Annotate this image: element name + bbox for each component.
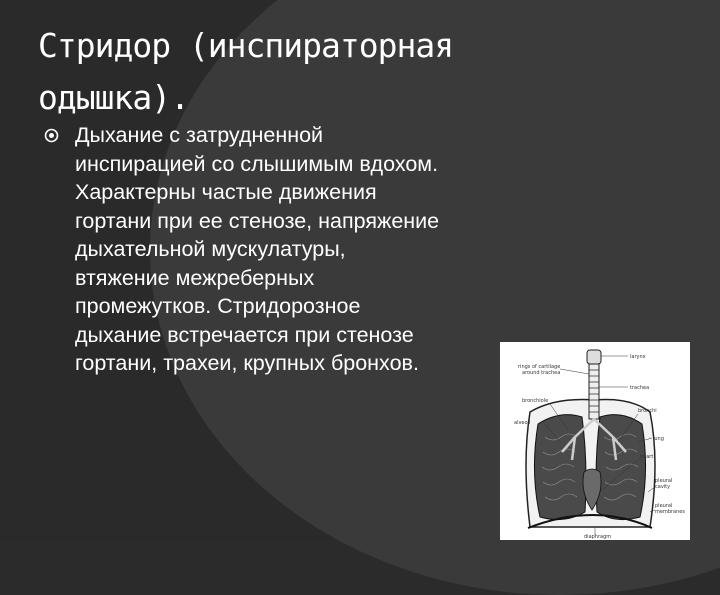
bullet-line: промежутков. Стридорозное — [75, 294, 361, 318]
title-line-2: одышка). — [38, 78, 189, 117]
slide-title — [38, 20, 678, 124]
circled-dot-bullet-icon — [44, 128, 59, 147]
label-pleural-membranes: pleural — [655, 503, 673, 509]
label-heart: heart — [640, 454, 654, 460]
bullet-line: гортани, трахеи, крупных бронхов. — [75, 351, 419, 375]
label-pleural-cavity-2: cavity — [655, 484, 671, 490]
bullet-line: Характерны частые движения — [75, 180, 377, 204]
label-rings-2: around trachea — [522, 370, 561, 376]
label-lung: lung — [653, 436, 664, 442]
bullet-line: Дыхание с затрудненной — [75, 123, 324, 147]
right-lung — [596, 415, 646, 520]
label-larynx: larynx — [630, 354, 646, 360]
label-rings: rings of cartilage — [518, 364, 561, 370]
title-line-1: Стридор (инспираторная — [38, 26, 454, 65]
bullet-line: дыхательной мускулатуры, — [75, 237, 346, 261]
label-pleural-cavity: pleural — [655, 478, 673, 484]
respiratory-system-diagram — [500, 342, 690, 540]
bullet-line: инспирацией со слышимым вдохом. — [75, 151, 439, 176]
label-diaphragm: diaphragm — [584, 534, 612, 540]
label-alveoli: alveoli — [514, 420, 531, 426]
label-bronchi: bronchi — [638, 408, 657, 414]
trachea — [589, 364, 599, 419]
bullet-line: втяжение межреберных — [75, 265, 315, 290]
bullet-line: гортани при ее стенозе, напряжение — [75, 208, 440, 233]
label-trachea: trachea — [630, 385, 650, 391]
label-bronchiole: bronchiole — [522, 398, 549, 404]
bullet-text — [75, 121, 545, 378]
bullet-line: дыхание встречается при стенозе — [75, 322, 414, 347]
larynx — [587, 350, 601, 364]
label-pleural-membranes-2: membranes — [655, 509, 685, 515]
